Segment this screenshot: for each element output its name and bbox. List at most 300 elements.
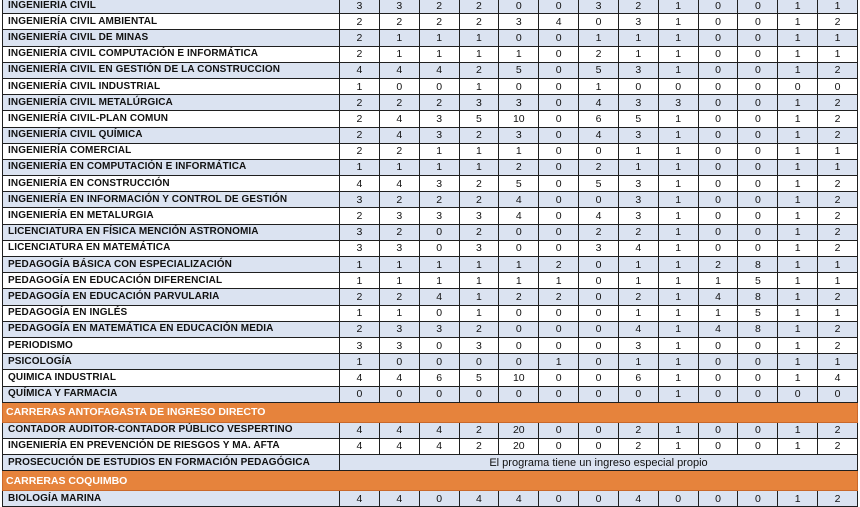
value-cell: 0	[539, 111, 579, 127]
table-row	[3, 422, 858, 438]
value-cell: 1	[658, 127, 698, 143]
table-body	[3, 0, 858, 507]
value-cell: 1	[618, 354, 658, 370]
value-cell: 0	[419, 491, 459, 507]
value-cell: 0	[738, 176, 778, 192]
program-name: INGENIERÍA EN METALURGIA	[3, 208, 340, 224]
value-cell: 0	[818, 78, 858, 94]
program-name: INGENIERÍA CIVIL METALÚRGICA	[3, 95, 340, 111]
value-cell: 0	[539, 78, 579, 94]
value-cell: 1	[340, 78, 380, 94]
value-cell: 0	[539, 208, 579, 224]
value-cell: 0	[539, 370, 579, 386]
value-cell: 0	[738, 127, 778, 143]
table-row	[3, 273, 858, 289]
program-name: INGENIERÍA CIVIL COMPUTACIÓN E INFORMÁTICA	[3, 46, 340, 62]
table-row	[3, 14, 858, 30]
value-cell: 0	[738, 386, 778, 402]
value-cell: 1	[778, 289, 818, 305]
value-cell: 6	[419, 370, 459, 386]
value-cell: 3	[618, 62, 658, 78]
value-cell: 3	[618, 176, 658, 192]
value-cell: 1	[379, 30, 419, 46]
value-cell: 0	[499, 386, 539, 402]
value-cell: 0	[499, 354, 539, 370]
value-cell: 2	[818, 62, 858, 78]
table-row	[3, 455, 858, 471]
value-cell: 0	[618, 386, 658, 402]
value-cell: 4	[698, 289, 738, 305]
value-cell: 1	[658, 111, 698, 127]
value-cell: 1	[379, 159, 419, 175]
value-cell: 4	[579, 127, 619, 143]
value-cell: 0	[738, 143, 778, 159]
program-name: INGENIERÍA COMERCIAL	[3, 143, 340, 159]
value-cell: 2	[340, 95, 380, 111]
value-cell: 0	[499, 305, 539, 321]
value-cell: 3	[459, 208, 499, 224]
value-cell: 1	[818, 273, 858, 289]
value-cell: 0	[698, 176, 738, 192]
program-name: CONTADOR AUDITOR-CONTADOR PÚBLICO VESPERTINO	[3, 422, 340, 438]
value-cell: 0	[579, 386, 619, 402]
value-cell: 2	[459, 438, 499, 454]
value-cell: 4	[539, 14, 579, 30]
value-cell: 4	[379, 370, 419, 386]
value-cell: 1	[379, 273, 419, 289]
value-cell: 0	[579, 289, 619, 305]
value-cell: 5	[499, 62, 539, 78]
value-cell: 1	[778, 62, 818, 78]
value-cell: 0	[738, 192, 778, 208]
value-cell: 5	[579, 176, 619, 192]
value-cell: 0	[579, 491, 619, 507]
value-cell: 3	[618, 95, 658, 111]
value-cell: 4	[618, 240, 658, 256]
value-cell: 4	[499, 192, 539, 208]
value-cell: 4	[340, 176, 380, 192]
value-cell: 4	[379, 491, 419, 507]
value-cell: 0	[579, 192, 619, 208]
value-cell: 1	[340, 354, 380, 370]
value-cell: 3	[340, 240, 380, 256]
admissions-table	[2, 0, 858, 507]
value-cell: 1	[340, 273, 380, 289]
value-cell: 1	[419, 30, 459, 46]
value-cell: 2	[618, 422, 658, 438]
value-cell: 1	[778, 321, 818, 337]
program-name: INGENIERÍA CIVIL EN GESTIÓN DE LA CONSTRUCCION	[3, 62, 340, 78]
value-cell: 0	[738, 30, 778, 46]
value-cell: 1	[459, 159, 499, 175]
value-cell: 1	[658, 30, 698, 46]
value-cell: 0	[698, 143, 738, 159]
value-cell: 1	[658, 240, 698, 256]
value-cell: 0	[738, 95, 778, 111]
value-cell: 4	[579, 208, 619, 224]
value-cell: 1	[419, 273, 459, 289]
value-cell: 2	[459, 176, 499, 192]
value-cell: 1	[778, 305, 818, 321]
value-cell: 3	[459, 337, 499, 353]
value-cell: 3	[379, 208, 419, 224]
table-row	[3, 62, 858, 78]
value-cell: 1	[778, 438, 818, 454]
value-cell: 3	[499, 14, 539, 30]
value-cell: 0	[419, 224, 459, 240]
section-title: CARRERAS ANTOFAGASTA DE INGRESO DIRECTO	[3, 402, 858, 422]
value-cell: 1	[658, 14, 698, 30]
value-cell: 3	[340, 192, 380, 208]
value-cell: 0	[459, 386, 499, 402]
program-name: PEDAGOGÍA BÁSICA CON ESPECIALIZACIÓN	[3, 257, 340, 273]
value-cell: 4	[419, 289, 459, 305]
value-cell: 1	[340, 257, 380, 273]
value-cell: 0	[738, 438, 778, 454]
program-name: INGENIERÍA CIVIL AMBIENTAL	[3, 14, 340, 30]
program-name: PEDAGOGÍA EN EDUCACIÓN PARVULARIA	[3, 289, 340, 305]
value-cell: 1	[778, 0, 818, 14]
value-cell: 1	[340, 159, 380, 175]
table-row	[3, 491, 858, 507]
value-cell: 10	[499, 111, 539, 127]
value-cell: 1	[618, 143, 658, 159]
value-cell: 1	[778, 176, 818, 192]
value-cell: 20	[499, 422, 539, 438]
value-cell: 3	[340, 337, 380, 353]
value-cell: 2	[698, 257, 738, 273]
program-name: INGENIERÍA EN PREVENCIÓN DE RIESGOS Y MA. AFTA	[3, 438, 340, 454]
value-cell: 1	[618, 273, 658, 289]
value-cell: 2	[499, 159, 539, 175]
value-cell: 2	[379, 224, 419, 240]
value-cell: 0	[698, 127, 738, 143]
value-cell: 4	[459, 491, 499, 507]
value-cell: 3	[340, 224, 380, 240]
value-cell: 1	[778, 208, 818, 224]
value-cell: 5	[499, 176, 539, 192]
value-cell: 0	[698, 240, 738, 256]
value-cell: 1	[818, 46, 858, 62]
value-cell: 0	[698, 491, 738, 507]
value-cell: 5	[738, 305, 778, 321]
value-cell: 1	[818, 305, 858, 321]
value-cell: 2	[419, 95, 459, 111]
value-cell: 0	[658, 491, 698, 507]
value-cell: 1	[459, 30, 499, 46]
value-cell: 2	[340, 30, 380, 46]
value-cell: 2	[618, 0, 658, 14]
value-cell: 0	[539, 337, 579, 353]
value-cell: 8	[738, 321, 778, 337]
value-cell: 2	[459, 422, 499, 438]
value-cell: 1	[778, 422, 818, 438]
value-cell: 6	[579, 111, 619, 127]
value-cell: 2	[459, 62, 499, 78]
value-cell: 5	[618, 111, 658, 127]
value-cell: 0	[579, 321, 619, 337]
table-row	[3, 176, 858, 192]
value-cell: 8	[738, 289, 778, 305]
value-cell: 2	[818, 240, 858, 256]
value-cell: 2	[379, 192, 419, 208]
value-cell: 0	[738, 78, 778, 94]
value-cell: 1	[778, 111, 818, 127]
value-cell: 1	[618, 257, 658, 273]
value-cell: 3	[419, 321, 459, 337]
program-name: INGENIERÍA CIVIL INDUSTRIAL	[3, 78, 340, 94]
value-cell: 0	[579, 354, 619, 370]
value-cell: 1	[818, 257, 858, 273]
value-cell: 0	[579, 305, 619, 321]
value-cell: 2	[419, 14, 459, 30]
value-cell: 1	[658, 370, 698, 386]
value-cell: 2	[579, 224, 619, 240]
value-cell: 0	[579, 14, 619, 30]
value-cell: 0	[738, 370, 778, 386]
table-row	[3, 159, 858, 175]
value-cell: 0	[818, 386, 858, 402]
value-cell: 1	[658, 257, 698, 273]
value-cell: 2	[579, 159, 619, 175]
table-row	[3, 354, 858, 370]
value-cell: 2	[419, 0, 459, 14]
program-name: INGENIERÍA CIVIL	[3, 0, 340, 14]
value-cell: 1	[818, 30, 858, 46]
value-cell: 2	[818, 321, 858, 337]
value-cell: 2	[818, 208, 858, 224]
value-cell: 3	[419, 127, 459, 143]
value-cell: 0	[698, 0, 738, 14]
value-cell: 1	[778, 370, 818, 386]
value-cell: 1	[698, 305, 738, 321]
value-cell: 1	[579, 78, 619, 94]
program-name: INGENIERÍA EN CONSTRUCCIÓN	[3, 176, 340, 192]
value-cell: 1	[499, 46, 539, 62]
value-cell: 5	[579, 62, 619, 78]
table-row	[3, 46, 858, 62]
value-cell: 3	[379, 321, 419, 337]
table-row	[3, 386, 858, 402]
value-cell: 0	[579, 337, 619, 353]
value-cell: 4	[698, 321, 738, 337]
table-row	[3, 305, 858, 321]
program-name: LICENCIATURA EN MATEMÁTICA	[3, 240, 340, 256]
value-cell: 2	[818, 14, 858, 30]
table-row	[3, 0, 858, 14]
value-cell: 3	[379, 337, 419, 353]
value-cell: 1	[379, 305, 419, 321]
value-cell: 3	[579, 240, 619, 256]
value-cell: 0	[499, 30, 539, 46]
value-cell: 0	[778, 78, 818, 94]
value-cell: 1	[539, 354, 579, 370]
value-cell: 4	[618, 491, 658, 507]
value-cell: 2	[539, 257, 579, 273]
value-cell: 1	[778, 192, 818, 208]
value-cell: 3	[419, 111, 459, 127]
value-cell: 3	[499, 127, 539, 143]
value-cell: 5	[459, 370, 499, 386]
value-cell: 3	[618, 337, 658, 353]
value-cell: 2	[379, 289, 419, 305]
value-cell: 0	[698, 192, 738, 208]
value-cell: 1	[818, 0, 858, 14]
value-cell: 1	[778, 159, 818, 175]
value-cell: 1	[499, 143, 539, 159]
value-cell: 0	[539, 422, 579, 438]
program-name: INGENIERÍA CIVIL-PLAN COMUN	[3, 111, 340, 127]
value-cell: 1	[818, 159, 858, 175]
value-cell: 0	[539, 305, 579, 321]
table-row	[3, 321, 858, 337]
value-cell: 0	[778, 386, 818, 402]
value-cell: 1	[419, 159, 459, 175]
table-row	[3, 78, 858, 94]
value-cell: 4	[379, 62, 419, 78]
value-cell: 0	[539, 386, 579, 402]
value-cell: 0	[499, 337, 539, 353]
value-cell: 1	[618, 30, 658, 46]
value-cell: 2	[818, 491, 858, 507]
value-cell: 1	[778, 354, 818, 370]
value-cell: 0	[539, 0, 579, 14]
value-cell: 2	[818, 127, 858, 143]
value-cell: 0	[738, 491, 778, 507]
value-cell: 4	[499, 491, 539, 507]
value-cell: 2	[379, 143, 419, 159]
value-cell: 0	[379, 78, 419, 94]
value-cell: 1	[618, 159, 658, 175]
value-cell: 0	[539, 438, 579, 454]
value-cell: 3	[618, 192, 658, 208]
value-cell: 0	[738, 354, 778, 370]
value-cell: 0	[539, 192, 579, 208]
value-cell: 2	[340, 289, 380, 305]
table-row	[3, 289, 858, 305]
value-cell: 1	[539, 273, 579, 289]
value-cell: 0	[698, 337, 738, 353]
value-cell: 1	[658, 422, 698, 438]
value-cell: 0	[539, 143, 579, 159]
value-cell: 1	[658, 337, 698, 353]
program-name: LICENCIATURA EN FÍSICA MENCIÓN ASTRONOMIA	[3, 224, 340, 240]
program-name: PEDAGOGÍA EN INGLÉS	[3, 305, 340, 321]
value-cell: 5	[738, 273, 778, 289]
value-cell: 0	[539, 224, 579, 240]
value-cell: 4	[379, 127, 419, 143]
table-row	[3, 438, 858, 454]
value-cell: 0	[499, 240, 539, 256]
program-name: PSICOLOGÍA	[3, 354, 340, 370]
value-cell: 0	[698, 78, 738, 94]
value-cell: 3	[658, 95, 698, 111]
value-cell: 1	[658, 321, 698, 337]
value-cell: 1	[499, 273, 539, 289]
table-row	[3, 208, 858, 224]
table-row	[3, 111, 858, 127]
value-cell: 0	[499, 321, 539, 337]
value-cell: 1	[658, 62, 698, 78]
program-name: INGENIERÍA CIVIL QUÍMICA	[3, 127, 340, 143]
value-cell: 0	[419, 78, 459, 94]
value-cell: 4	[340, 438, 380, 454]
value-cell: 1	[658, 159, 698, 175]
value-cell: 4	[419, 438, 459, 454]
value-cell: 0	[579, 143, 619, 159]
value-cell: 0	[459, 354, 499, 370]
value-cell: 1	[579, 30, 619, 46]
value-cell: 1	[658, 208, 698, 224]
value-cell: 2	[340, 321, 380, 337]
value-cell: 1	[818, 354, 858, 370]
value-cell: 0	[698, 111, 738, 127]
value-cell: 0	[539, 95, 579, 111]
value-cell: 0	[579, 273, 619, 289]
value-cell: 0	[738, 111, 778, 127]
value-cell: 0	[419, 305, 459, 321]
value-cell: 1	[658, 305, 698, 321]
value-cell: 6	[618, 370, 658, 386]
value-cell: 1	[618, 46, 658, 62]
value-cell: 0	[738, 422, 778, 438]
value-cell: 0	[698, 30, 738, 46]
value-cell: 3	[379, 0, 419, 14]
value-cell: 0	[738, 240, 778, 256]
value-cell: 2	[579, 46, 619, 62]
value-cell: 1	[379, 46, 419, 62]
value-cell: 4	[340, 62, 380, 78]
value-cell: 4	[419, 62, 459, 78]
value-cell: 2	[459, 192, 499, 208]
value-cell: 0	[698, 62, 738, 78]
value-cell: 2	[818, 289, 858, 305]
table-row	[3, 127, 858, 143]
value-cell: 3	[379, 240, 419, 256]
program-name: BIOLOGÍA MARINA	[3, 491, 340, 507]
value-cell: 10	[499, 370, 539, 386]
value-cell: 1	[459, 257, 499, 273]
value-cell: 4	[499, 208, 539, 224]
value-cell: 0	[738, 0, 778, 14]
value-cell: 1	[459, 46, 499, 62]
value-cell: 2	[818, 337, 858, 353]
value-cell: 1	[459, 305, 499, 321]
value-cell: 2	[818, 422, 858, 438]
value-cell: 1	[459, 289, 499, 305]
value-cell: 4	[340, 422, 380, 438]
value-cell: 0	[698, 224, 738, 240]
value-cell: 0	[340, 386, 380, 402]
value-cell: 3	[459, 240, 499, 256]
value-cell: 0	[419, 354, 459, 370]
value-cell: 1	[778, 337, 818, 353]
value-cell: 4	[379, 176, 419, 192]
section-title: CARRERAS COQUIMBO	[3, 471, 858, 491]
value-cell: 2	[818, 176, 858, 192]
value-cell: 0	[379, 386, 419, 402]
value-cell: 1	[778, 491, 818, 507]
value-cell: 1	[778, 14, 818, 30]
value-cell: 1	[698, 273, 738, 289]
value-cell: 1	[658, 289, 698, 305]
table-row	[3, 143, 858, 159]
value-cell: 1	[778, 143, 818, 159]
value-cell: 2	[618, 289, 658, 305]
value-cell: 0	[698, 14, 738, 30]
value-cell: 0	[738, 159, 778, 175]
value-cell: 0	[499, 0, 539, 14]
